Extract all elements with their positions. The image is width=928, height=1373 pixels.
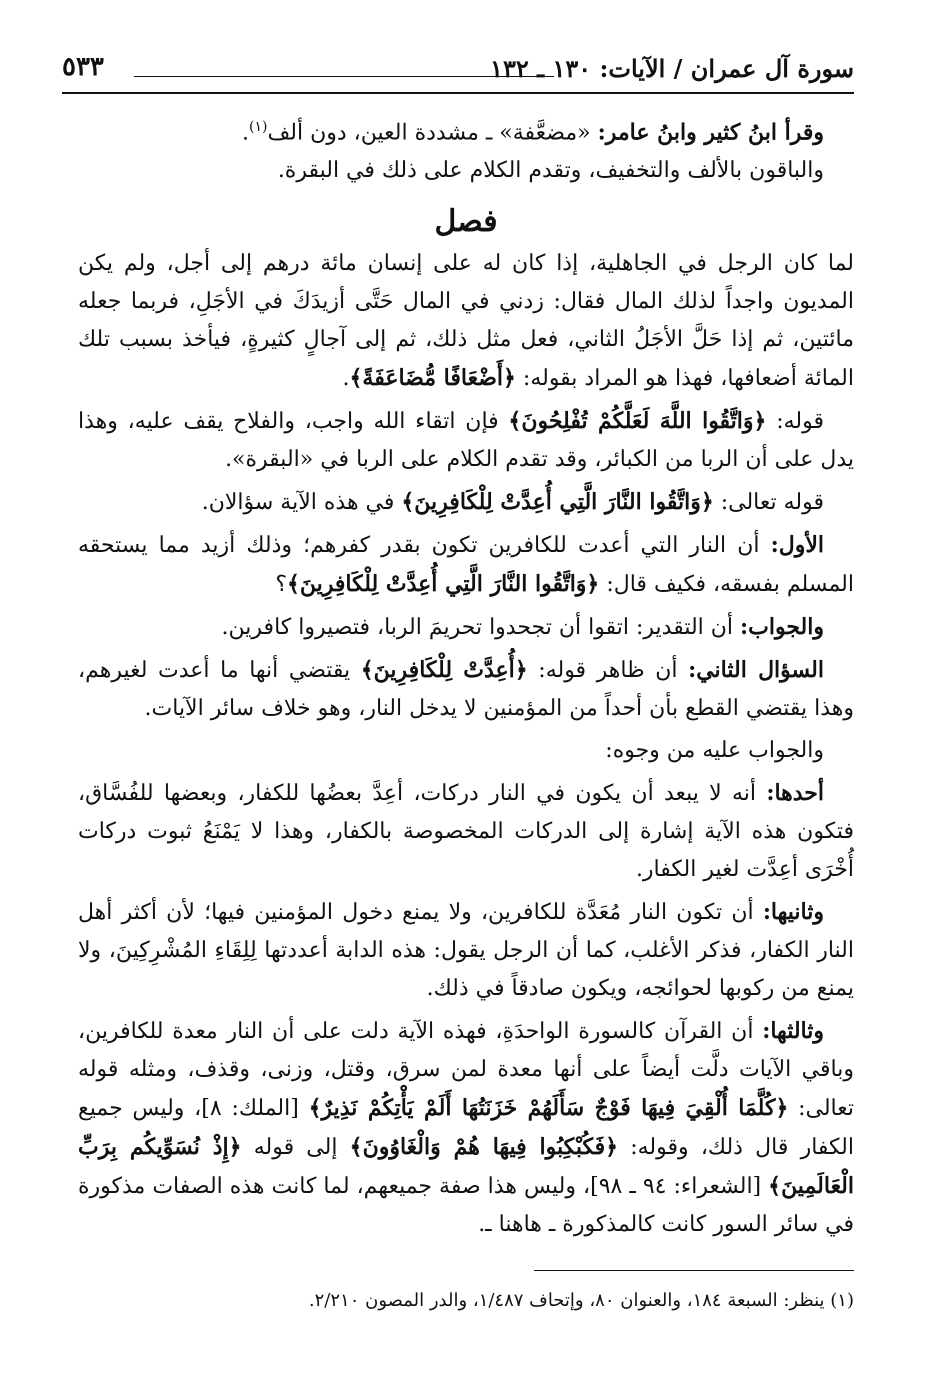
qawluh-paragraph: قوله: ﴿وَاتَّقُوا اللَّهَ لَعَلَّكُمْ تُفْلِحُونَ﴾ فإن اتقاء الله واجب، والفلاح يقف عليه، وهذا يدل على أن الربا من الكبائر، وقد تقدم الكلام على الربا في «البقرة». [78,408,854,473]
footnote-ref: (١) [249,119,268,135]
quran-quote: ﴿كُلَّمَا أُلْقِيَ فِيهَا فَوْجٌ سَأَلَهُمْ خَزَنَتُهَا أَلَمْ يَأْتِكُمْ نَذِيرٌ﴾ [308,1095,789,1122]
page-body [78,108,854,1244]
quran-quote: ﴿فَكُبْكِبُوا فِيهَا هُمْ وَالْغَاوُونَ﴾ [349,1134,619,1161]
quran-quote: ﴿وَاتَّقُوا اللَّهَ لَعَلَّكُمْ تُفْلِحُونَ﴾ [508,408,767,435]
header-rule [62,92,854,94]
quran-quote: ﴿أُعِدَّتْ لِلْكَافِرِينَ﴾ [360,657,528,684]
quran-quote: ﴿إِذْ نُسَوِّيكُم بِرَبِّ الْعَالَمِينَ﴾ [78,1134,855,1200]
first-answer-paragraph: أحدها: أنه لا يبعد أن يكون في النار دركات، أعِدَّ بعضُها للكفار، وبعضها للفُسَّاق، فتكون هذه الآية إشارة إلى الدركات المخصوصة بالكفار، وهذا لا يَمْنَعُ ثبوت دركات أُخْرَى أعِدَّت لغير الكفار. [78,780,854,883]
section-title: فصل [434,204,498,240]
third-answer-paragraph: وثالثها: أن القرآن كالسورة الواحدَةِ، فهذه الآية دلت على أن النار معدة للكافرين، وباقي الآيات دلَّت أيضاً على أنها معدة لمن سرق، وقتل، وزنى، وقذف، ومثله قوله تعالى: ﴿كُلَّمَا أُلْقِيَ فِيهَا فَوْجٌ سَأَلَهُمْ خَزَنَتُهَا أَلَمْ يَأْتِكُمْ نَذِيرٌ﴾ [الملك: ٨]، وليس جميع الكفار قال ذلك، وقوله: ﴿فَكُبْكِبُوا فِيهَا هُمْ وَالْغَاوُونَ﴾ إلى قوله ﴿إِذْ نُسَوِّيكُم بِرَبِّ الْعَالَمِينَ﴾ [الشعراء: ٩٤ ـ ٩٨]، وليس هذا صفة جميعهم، لما كانت هذه الصفات مذكورة في سائر السور كانت كالمذكورة ـ هاهنا ـ. [78,1018,855,1238]
quran-quote: ﴿أَضْعَافًا مُّضَاعَفَةً﴾ [349,365,516,392]
footnotes [78,1270,854,1315]
intro-paragraph-2: والباقون بالألف والتخفيف، وتقدم الكلام على ذلك في البقرة. [277,158,824,184]
page-number: ٥٣٣ [62,52,104,82]
taala-paragraph: قوله تعالى: ﴿وَاتَّقُوا النَّارَ الَّتِي أُعِدَّتْ لِلْكَافِرِينَ﴾ في هذه الآية سؤالان. [201,489,824,516]
fasl-paragraph: لما كان الرجل في الجاهلية، إذا كان له على إنسان مائة درهم إلى أجل، ولم يكن المديون واجداً لذلك المال فقال: زدني في المال حَتَّى أزيدَكَ في الأجَلِ، فربما جعله مائتين، ثم إذا حَلَّ الأجَلُ الثاني، فعل مثل ذلك، ثم إلى آجالٍ كثيرةٍ، فيأخذ بسبب تلك المائة أضعافها، فهذا هو المراد بقوله: ﴿أَضْعَافًا مُّضَاعَفَةً﴾. [78,251,854,392]
answer-paragraph: والجواب: أن التقدير: اتقوا أن تجحدوا تحريمَ الربا، فتصيروا كافرين. [221,614,824,641]
second-answer-paragraph: وثانيها: أن تكون النار مُعَدَّة للكافرين، ولا يمنع دخول المؤمنين فيها؛ لأن أكثر أهل النار الكفار، فذكر الأغلب، كما أن الرجل يقول: هذه الدابة أعددتها لِلِقَاءِ المُشْرِكِينَ، ولا يمنع من ركوبها لحوائجه، ويكون صادقاً في ذلك. [78,899,854,1002]
quran-quote: ﴿وَاتَّقُوا النَّارَ الَّتِي أُعِدَّتْ لِلْكَافِرِينَ﴾ [287,571,600,598]
quran-quote: ﴿وَاتَّقُوا النَّارَ الَّتِي أُعِدَّتْ لِلْكَافِرِينَ﴾ [401,489,714,516]
footnote-1: (١) ينظر: السبعة ١٨٤، والعنوان ٨٠، وإتحاف ١/٤٨٧، والدر المصون ٢/٢١٠. [308,1290,854,1311]
header-title: سورة آل عمران / الآيات: ١٣٠ ـ ١٣٢ [490,54,854,83]
intro-paragraph-1: وقرأ ابنُ كثير وابنُ عامر: «مضعَّفة» ـ مشددة العين، دون ألف$^{(١)}$. [242,119,824,146]
second-question-paragraph: السؤال الثاني: أن ظاهر قوله: ﴿أُعِدَّتْ لِلْكَافِرِينَ﴾ يقتضي أنها ما أعدت لغيرهم، وهذا يقتضي القطع بأن أحداً من المؤمنين لا يدخل النار، وهو خلاف سائر الآيات. [78,657,854,722]
header-dash-line [134,76,554,77]
first-question-paragraph: الأول: أن النار التي أعدت للكافرين تكون بقدر كفرهم؛ وذلك أزيد مما يستحقه المسلم بفسقه، فكيف قال: ﴿وَاتَّقُوا النَّارَ الَّتِي أُعِدَّتْ لِلْكَافِرِينَ﴾؟ [78,532,854,598]
footnote-rule [534,1270,854,1271]
answers-intro: والجواب عليه من وجوه: [605,738,824,764]
running-header [62,46,854,94]
